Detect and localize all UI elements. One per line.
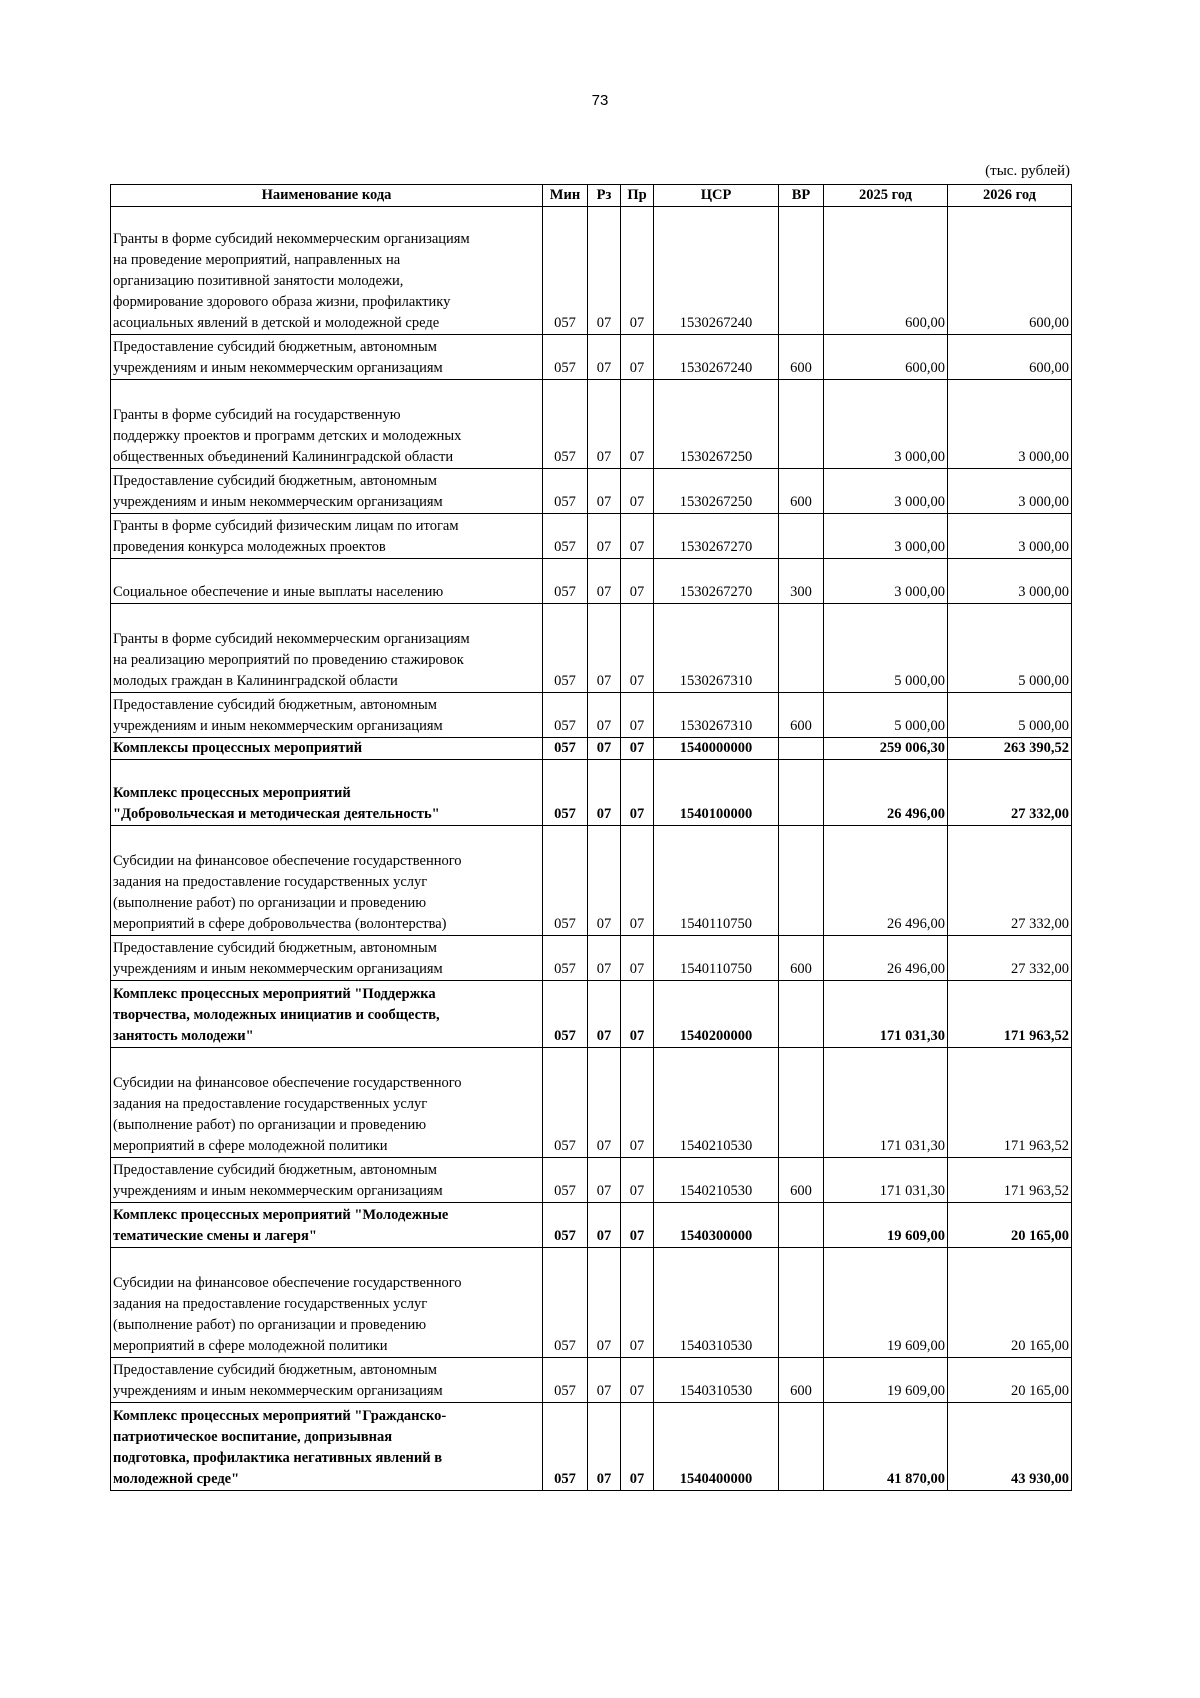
cell-2026: 3 000,00 xyxy=(948,380,1072,469)
header-csr: ЦСР xyxy=(654,185,779,207)
cell-pr: 07 xyxy=(621,760,654,826)
table-row xyxy=(111,826,1072,936)
cell-csr: 1530267250 xyxy=(654,469,779,514)
cell-2025: 3 000,00 xyxy=(824,380,948,469)
table-body xyxy=(111,207,1072,1491)
cell-rz: 07 xyxy=(588,604,621,693)
cell-vr: 300 xyxy=(779,559,824,604)
table-row xyxy=(111,1203,1072,1248)
table-row xyxy=(111,1248,1072,1358)
table-row xyxy=(111,335,1072,380)
cell-rz: 07 xyxy=(588,981,621,1048)
cell-name: Предоставление субсидий бюджетным, автономным учреждениям и иным некоммерческим организациям xyxy=(111,693,543,738)
cell-min: 057 xyxy=(543,1403,588,1491)
cell-min: 057 xyxy=(543,693,588,738)
cell-rz: 07 xyxy=(588,1048,621,1158)
cell-rz: 07 xyxy=(588,738,621,760)
cell-pr: 07 xyxy=(621,1203,654,1248)
cell-min: 057 xyxy=(543,559,588,604)
cell-2026: 5 000,00 xyxy=(948,604,1072,693)
cell-2025: 5 000,00 xyxy=(824,693,948,738)
cell-rz: 07 xyxy=(588,335,621,380)
header-rz: Рз xyxy=(588,185,621,207)
table-row xyxy=(111,936,1072,981)
cell-2026: 27 332,00 xyxy=(948,936,1072,981)
cell-2026: 27 332,00 xyxy=(948,760,1072,826)
cell-min: 057 xyxy=(543,738,588,760)
cell-csr: 1540400000 xyxy=(654,1403,779,1491)
cell-min: 057 xyxy=(543,760,588,826)
cell-pr: 07 xyxy=(621,335,654,380)
cell-2025: 3 000,00 xyxy=(824,559,948,604)
cell-min: 057 xyxy=(543,981,588,1048)
cell-csr: 1540210530 xyxy=(654,1158,779,1203)
cell-name: Комплекс процессных мероприятий "Гражданско- патриотическое воспитание, допризывная подготовка, профилактика негативных явлений в молодежной среде" xyxy=(111,1403,543,1491)
cell-csr: 1530267270 xyxy=(654,559,779,604)
table-row xyxy=(111,1048,1072,1158)
cell-min: 057 xyxy=(543,207,588,335)
cell-2025: 259 006,30 xyxy=(824,738,948,760)
cell-rz: 07 xyxy=(588,1248,621,1358)
table-row xyxy=(111,1358,1072,1403)
cell-name: Предоставление субсидий бюджетным, автономным учреждениям и иным некоммерческим организациям xyxy=(111,1158,543,1203)
cell-rz: 07 xyxy=(588,469,621,514)
cell-2026: 171 963,52 xyxy=(948,1158,1072,1203)
cell-2025: 26 496,00 xyxy=(824,936,948,981)
cell-rz: 07 xyxy=(588,514,621,559)
header-min: Мин xyxy=(543,185,588,207)
cell-csr: 1540100000 xyxy=(654,760,779,826)
cell-vr: 600 xyxy=(779,1158,824,1203)
cell-2025: 600,00 xyxy=(824,207,948,335)
cell-name: Субсидии на финансовое обеспечение государственного задания на предоставление государственных услуг (выполнение работ) по организации и проведению мероприятий в сфере молодежной политики xyxy=(111,1248,543,1358)
cell-name: Предоставление субсидий бюджетным, автономным учреждениям и иным некоммерческим организациям xyxy=(111,469,543,514)
cell-pr: 07 xyxy=(621,380,654,469)
cell-2025: 3 000,00 xyxy=(824,469,948,514)
cell-min: 057 xyxy=(543,335,588,380)
cell-min: 057 xyxy=(543,1158,588,1203)
cell-2025: 19 609,00 xyxy=(824,1358,948,1403)
cell-rz: 07 xyxy=(588,559,621,604)
cell-2026: 171 963,52 xyxy=(948,981,1072,1048)
cell-pr: 07 xyxy=(621,469,654,514)
units-label: (тыс. рублей) xyxy=(985,163,1070,179)
cell-min: 057 xyxy=(543,604,588,693)
cell-csr: 1540000000 xyxy=(654,738,779,760)
cell-name: Социальное обеспечение и иные выплаты населению xyxy=(111,559,543,604)
cell-rz: 07 xyxy=(588,1158,621,1203)
header-vr: ВР xyxy=(779,185,824,207)
cell-vr: 600 xyxy=(779,335,824,380)
cell-rz: 07 xyxy=(588,1403,621,1491)
cell-csr: 1540110750 xyxy=(654,936,779,981)
cell-min: 057 xyxy=(543,1358,588,1403)
cell-min: 057 xyxy=(543,469,588,514)
cell-rz: 07 xyxy=(588,936,621,981)
cell-vr xyxy=(779,207,824,335)
cell-vr: 600 xyxy=(779,693,824,738)
cell-csr: 1530267240 xyxy=(654,207,779,335)
table-header-row xyxy=(111,185,1072,207)
table-row xyxy=(111,1403,1072,1491)
cell-2025: 5 000,00 xyxy=(824,604,948,693)
cell-rz: 07 xyxy=(588,693,621,738)
cell-vr xyxy=(779,1048,824,1158)
cell-name: Предоставление субсидий бюджетным, автономным учреждениям и иным некоммерческим организациям xyxy=(111,936,543,981)
cell-2026: 3 000,00 xyxy=(948,559,1072,604)
cell-vr xyxy=(779,738,824,760)
cell-2025: 171 031,30 xyxy=(824,981,948,1048)
cell-csr: 1530267310 xyxy=(654,604,779,693)
table-row xyxy=(111,380,1072,469)
cell-min: 057 xyxy=(543,380,588,469)
cell-vr xyxy=(779,1203,824,1248)
cell-rz: 07 xyxy=(588,1358,621,1403)
cell-pr: 07 xyxy=(621,1358,654,1403)
table-row xyxy=(111,514,1072,559)
cell-csr: 1540200000 xyxy=(654,981,779,1048)
cell-pr: 07 xyxy=(621,936,654,981)
cell-pr: 07 xyxy=(621,826,654,936)
cell-2025: 171 031,30 xyxy=(824,1048,948,1158)
cell-pr: 07 xyxy=(621,514,654,559)
cell-2026: 171 963,52 xyxy=(948,1048,1072,1158)
cell-pr: 07 xyxy=(621,1403,654,1491)
cell-2025: 600,00 xyxy=(824,335,948,380)
cell-vr: 600 xyxy=(779,1358,824,1403)
cell-name: Предоставление субсидий бюджетным, автономным учреждениям и иным некоммерческим организациям xyxy=(111,335,543,380)
page-number: 73 xyxy=(591,92,609,109)
cell-name: Гранты в форме субсидий некоммерческим организациям на реализацию мероприятий по проведению стажировок молодых граждан в Калининградской области xyxy=(111,604,543,693)
cell-pr: 07 xyxy=(621,693,654,738)
cell-pr: 07 xyxy=(621,1158,654,1203)
cell-name: Субсидии на финансовое обеспечение государственного задания на предоставление государственных услуг (выполнение работ) по организации и проведению мероприятий в сфере молодежной политики xyxy=(111,1048,543,1158)
cell-min: 057 xyxy=(543,1048,588,1158)
cell-vr xyxy=(779,1403,824,1491)
cell-rz: 07 xyxy=(588,760,621,826)
cell-2026: 600,00 xyxy=(948,335,1072,380)
cell-2026: 3 000,00 xyxy=(948,469,1072,514)
cell-min: 057 xyxy=(543,1203,588,1248)
cell-name: Гранты в форме субсидий на государственную поддержку проектов и программ детских и молодежных общественных объединений Калининградской области xyxy=(111,380,543,469)
cell-pr: 07 xyxy=(621,207,654,335)
cell-name: Субсидии на финансовое обеспечение государственного задания на предоставление государственных услуг (выполнение работ) по организации и проведению мероприятий в сфере добровольчества (волонтерства) xyxy=(111,826,543,936)
cell-csr: 1540210530 xyxy=(654,1048,779,1158)
cell-2026: 3 000,00 xyxy=(948,514,1072,559)
cell-csr: 1540310530 xyxy=(654,1358,779,1403)
cell-2026: 263 390,52 xyxy=(948,738,1072,760)
cell-min: 057 xyxy=(543,1248,588,1358)
cell-min: 057 xyxy=(543,826,588,936)
cell-pr: 07 xyxy=(621,738,654,760)
cell-2026: 43 930,00 xyxy=(948,1403,1072,1491)
table-row xyxy=(111,760,1072,826)
cell-2026: 20 165,00 xyxy=(948,1358,1072,1403)
budget-table xyxy=(110,184,1072,1491)
cell-csr: 1540110750 xyxy=(654,826,779,936)
cell-rz: 07 xyxy=(588,1203,621,1248)
cell-2025: 26 496,00 xyxy=(824,826,948,936)
cell-csr: 1530267250 xyxy=(654,380,779,469)
cell-csr: 1540300000 xyxy=(654,1203,779,1248)
cell-name: Гранты в форме субсидий некоммерческим организациям на проведение мероприятий, направленных на организацию позитивной занятости молодежи, формирование здорового образа жизни, профилактику асоциальных явлений в детской и молодежной среде xyxy=(111,207,543,335)
header-2026: 2026 год xyxy=(948,185,1072,207)
header-2025: 2025 год xyxy=(824,185,948,207)
cell-csr: 1540310530 xyxy=(654,1248,779,1358)
cell-2026: 5 000,00 xyxy=(948,693,1072,738)
cell-vr: 600 xyxy=(779,469,824,514)
cell-min: 057 xyxy=(543,936,588,981)
cell-2025: 171 031,30 xyxy=(824,1158,948,1203)
cell-rz: 07 xyxy=(588,826,621,936)
cell-vr xyxy=(779,826,824,936)
cell-vr xyxy=(779,604,824,693)
cell-2026: 20 165,00 xyxy=(948,1248,1072,1358)
cell-csr: 1530267270 xyxy=(654,514,779,559)
table-row xyxy=(111,693,1072,738)
cell-vr xyxy=(779,760,824,826)
cell-name: Комплекс процессных мероприятий "Молодежные тематические смены и лагеря" xyxy=(111,1203,543,1248)
cell-2026: 27 332,00 xyxy=(948,826,1072,936)
cell-csr: 1530267310 xyxy=(654,693,779,738)
table-row xyxy=(111,604,1072,693)
cell-name: Комплексы процессных мероприятий xyxy=(111,738,543,760)
header-name: Наименование кода xyxy=(111,185,543,207)
table-row xyxy=(111,469,1072,514)
table-row xyxy=(111,981,1072,1048)
cell-pr: 07 xyxy=(621,1048,654,1158)
cell-2025: 26 496,00 xyxy=(824,760,948,826)
table-row xyxy=(111,738,1072,760)
cell-csr: 1530267240 xyxy=(654,335,779,380)
table-row xyxy=(111,559,1072,604)
cell-2025: 19 609,00 xyxy=(824,1248,948,1358)
cell-2026: 600,00 xyxy=(948,207,1072,335)
cell-pr: 07 xyxy=(621,559,654,604)
cell-vr xyxy=(779,981,824,1048)
cell-pr: 07 xyxy=(621,981,654,1048)
cell-2025: 3 000,00 xyxy=(824,514,948,559)
cell-min: 057 xyxy=(543,514,588,559)
cell-name: Комплекс процессных мероприятий "Добровольческая и методическая деятельность" xyxy=(111,760,543,826)
cell-2025: 19 609,00 xyxy=(824,1203,948,1248)
table-row xyxy=(111,207,1072,335)
cell-name: Комплекс процессных мероприятий "Поддержка творчества, молодежных инициатив и сообществ, занятость молодежи" xyxy=(111,981,543,1048)
cell-vr xyxy=(779,380,824,469)
cell-name: Гранты в форме субсидий физическим лицам по итогам проведения конкурса молодежных проектов xyxy=(111,514,543,559)
cell-name: Предоставление субсидий бюджетным, автономным учреждениям и иным некоммерческим организациям xyxy=(111,1358,543,1403)
cell-rz: 07 xyxy=(588,380,621,469)
cell-vr: 600 xyxy=(779,936,824,981)
cell-pr: 07 xyxy=(621,604,654,693)
cell-rz: 07 xyxy=(588,207,621,335)
cell-vr xyxy=(779,1248,824,1358)
cell-2025: 41 870,00 xyxy=(824,1403,948,1491)
cell-2026: 20 165,00 xyxy=(948,1203,1072,1248)
cell-pr: 07 xyxy=(621,1248,654,1358)
header-pr: Пр xyxy=(621,185,654,207)
table-row xyxy=(111,1158,1072,1203)
cell-vr xyxy=(779,514,824,559)
